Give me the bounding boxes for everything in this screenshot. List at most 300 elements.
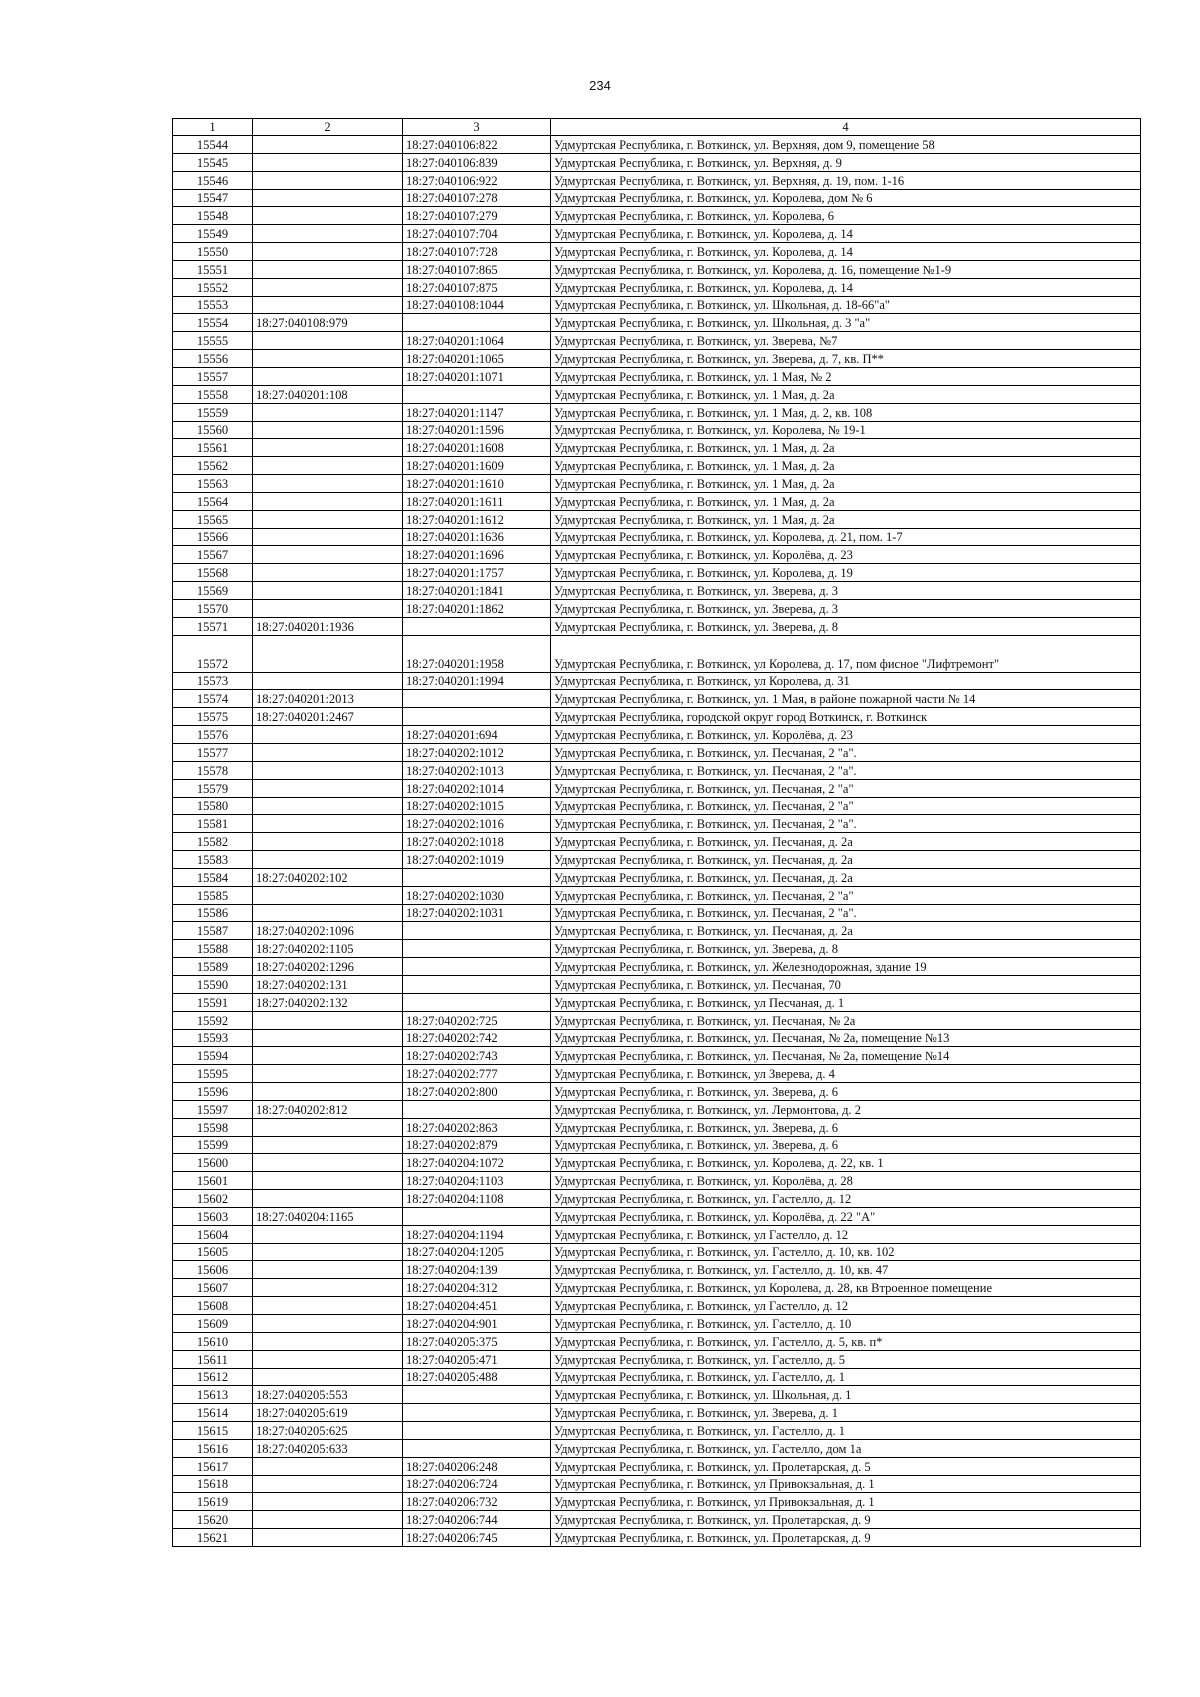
address: Удмуртская Республика, г. Воткинск, ул. Королева, 6	[551, 207, 1141, 225]
table-row	[173, 672, 1141, 690]
table-row	[173, 1386, 1141, 1404]
table-row	[173, 868, 1141, 886]
row-number: 15563	[173, 475, 253, 493]
row-number: 15570	[173, 599, 253, 617]
address: Удмуртская Республика, г. Воткинск, ул. Верхняя, дом 9, помещение 58	[551, 136, 1141, 154]
building-cadastral-number: 18:27:040201:1608	[403, 439, 551, 457]
land-cadastral-number	[253, 1350, 403, 1368]
table-header	[173, 119, 1141, 136]
building-cadastral-number	[403, 1207, 551, 1225]
row-number: 15587	[173, 922, 253, 940]
land-cadastral-number	[253, 1065, 403, 1083]
land-cadastral-number	[253, 1493, 403, 1511]
land-cadastral-number: 18:27:040108:979	[253, 314, 403, 332]
land-cadastral-number: 18:27:040202:1296	[253, 958, 403, 976]
table-row	[173, 403, 1141, 421]
building-cadastral-number: 18:27:040202:742	[403, 1029, 551, 1047]
land-cadastral-number	[253, 1172, 403, 1190]
row-number: 15562	[173, 457, 253, 475]
table-row	[173, 332, 1141, 350]
land-cadastral-number	[253, 171, 403, 189]
row-number: 15549	[173, 225, 253, 243]
table-row	[173, 296, 1141, 314]
table-row	[173, 1332, 1141, 1350]
row-number: 15582	[173, 833, 253, 851]
land-cadastral-number	[253, 851, 403, 869]
address: Удмуртская Республика, г. Воткинск, ул. Песчаная, 70	[551, 975, 1141, 993]
table-body	[173, 136, 1141, 1547]
address: Удмуртская Республика, г. Воткинск, ул. Песчаная, 2 "а"	[551, 797, 1141, 815]
building-cadastral-number: 18:27:040202:1030	[403, 886, 551, 904]
table-row	[173, 726, 1141, 744]
building-cadastral-number: 18:27:040206:724	[403, 1475, 551, 1493]
table-row	[173, 1190, 1141, 1208]
table-row	[173, 815, 1141, 833]
row-number: 15607	[173, 1279, 253, 1297]
address: Удмуртская Республика, г. Воткинск, ул. Песчаная, д. 2а	[551, 851, 1141, 869]
land-cadastral-number: 18:27:040202:131	[253, 975, 403, 993]
table-row	[173, 153, 1141, 171]
header-row	[173, 119, 1141, 136]
row-number: 15558	[173, 385, 253, 403]
building-cadastral-number: 18:27:040201:1696	[403, 546, 551, 564]
table-row	[173, 492, 1141, 510]
row-number: 15567	[173, 546, 253, 564]
row-number: 15579	[173, 779, 253, 797]
row-number: 15576	[173, 726, 253, 744]
row-number: 15575	[173, 708, 253, 726]
row-number: 15551	[173, 260, 253, 278]
row-number: 15598	[173, 1118, 253, 1136]
table-row	[173, 1297, 1141, 1315]
building-cadastral-number: 18:27:040202:777	[403, 1065, 551, 1083]
row-number: 15572	[173, 635, 253, 672]
row-number: 15555	[173, 332, 253, 350]
table-row	[173, 708, 1141, 726]
row-number: 15568	[173, 564, 253, 582]
building-cadastral-number	[403, 708, 551, 726]
address: Удмуртская Республика, г. Воткинск, ул. Песчаная, д. 2а	[551, 922, 1141, 940]
land-cadastral-number	[253, 599, 403, 617]
address: Удмуртская Республика, г. Воткинск, ул. Школьная, д. 1	[551, 1386, 1141, 1404]
land-cadastral-number	[253, 815, 403, 833]
row-number: 15552	[173, 278, 253, 296]
building-cadastral-number	[403, 1386, 551, 1404]
land-cadastral-number	[253, 350, 403, 368]
address: Удмуртская Республика, г. Воткинск, ул. Королева, д. 19	[551, 564, 1141, 582]
table-row	[173, 1029, 1141, 1047]
table-row	[173, 1118, 1141, 1136]
table-row	[173, 851, 1141, 869]
header-col-4: 4	[551, 119, 1141, 136]
land-cadastral-number: 18:27:040202:102	[253, 868, 403, 886]
building-cadastral-number: 18:27:040202:1015	[403, 797, 551, 815]
land-cadastral-number	[253, 457, 403, 475]
building-cadastral-number: 18:27:040201:1609	[403, 457, 551, 475]
land-cadastral-number	[253, 1457, 403, 1475]
building-cadastral-number: 18:27:040202:1014	[403, 779, 551, 797]
table-row	[173, 475, 1141, 493]
building-cadastral-number: 18:27:040202:725	[403, 1011, 551, 1029]
address: Удмуртская Республика, г. Воткинск, ул. 1 Мая, д. 2а	[551, 457, 1141, 475]
row-number: 15610	[173, 1332, 253, 1350]
table-row	[173, 761, 1141, 779]
land-cadastral-number	[253, 904, 403, 922]
building-cadastral-number: 18:27:040204:901	[403, 1315, 551, 1333]
land-cadastral-number	[253, 296, 403, 314]
table-row	[173, 582, 1141, 600]
row-number: 15580	[173, 797, 253, 815]
land-cadastral-number	[253, 1154, 403, 1172]
header-col-3: 3	[403, 119, 551, 136]
table-row	[173, 940, 1141, 958]
row-number: 15585	[173, 886, 253, 904]
address: Удмуртская Республика, г. Воткинск, ул. Зверева, д. 8	[551, 940, 1141, 958]
building-cadastral-number: 18:27:040202:1013	[403, 761, 551, 779]
land-cadastral-number: 18:27:040204:1165	[253, 1207, 403, 1225]
building-cadastral-number: 18:27:040206:745	[403, 1529, 551, 1547]
land-cadastral-number	[253, 528, 403, 546]
building-cadastral-number: 18:27:040201:1612	[403, 510, 551, 528]
table-row	[173, 1154, 1141, 1172]
row-number: 15597	[173, 1100, 253, 1118]
land-cadastral-number: 18:27:040202:812	[253, 1100, 403, 1118]
address: Удмуртская Республика, г. Воткинск, ул Гастелло, д. 12	[551, 1225, 1141, 1243]
address: Удмуртская Республика, г. Воткинск, ул. Гастелло, д. 10	[551, 1315, 1141, 1333]
land-cadastral-number	[253, 207, 403, 225]
building-cadastral-number: 18:27:040201:694	[403, 726, 551, 744]
row-number: 15577	[173, 744, 253, 762]
address: Удмуртская Республика, г. Воткинск, ул. 1 Мая, д. 2а	[551, 439, 1141, 457]
address: Удмуртская Республика, г. Воткинск, ул. Королева, д. 16, помещение №1-9	[551, 260, 1141, 278]
address: Удмуртская Республика, г. Воткинск, ул. Школьная, д. 3 "а"	[551, 314, 1141, 332]
table-row	[173, 243, 1141, 261]
address: Удмуртская Республика, г. Воткинск, ул. Королёва, д. 23	[551, 546, 1141, 564]
row-number: 15615	[173, 1422, 253, 1440]
building-cadastral-number: 18:27:040202:743	[403, 1047, 551, 1065]
land-cadastral-number	[253, 136, 403, 154]
building-cadastral-number	[403, 1404, 551, 1422]
land-cadastral-number: 18:27:040201:2467	[253, 708, 403, 726]
address: Удмуртская Республика, г. Воткинск, ул. Песчаная, д. 2а	[551, 833, 1141, 851]
land-cadastral-number	[253, 1047, 403, 1065]
land-cadastral-number	[253, 1243, 403, 1261]
row-number: 15596	[173, 1083, 253, 1101]
table-row	[173, 1493, 1141, 1511]
address: Удмуртская Республика, г. Воткинск, ул. Верхняя, д. 9	[551, 153, 1141, 171]
land-cadastral-number	[253, 439, 403, 457]
table-row	[173, 385, 1141, 403]
building-cadastral-number	[403, 1100, 551, 1118]
table-row	[173, 1261, 1141, 1279]
row-number: 15605	[173, 1243, 253, 1261]
address: Удмуртская Республика, г. Воткинск, ул. Королева, д. 14	[551, 278, 1141, 296]
building-cadastral-number	[403, 690, 551, 708]
land-cadastral-number	[253, 1475, 403, 1493]
address: Удмуртская Республика, г. Воткинск, ул. Гастелло, д. 10, кв. 102	[551, 1243, 1141, 1261]
table-row	[173, 260, 1141, 278]
row-number: 15589	[173, 958, 253, 976]
address: Удмуртская Республика, г. Воткинск, ул. Зверева, д. 6	[551, 1118, 1141, 1136]
building-cadastral-number	[403, 922, 551, 940]
table-row	[173, 314, 1141, 332]
land-cadastral-number	[253, 1225, 403, 1243]
table-row	[173, 1207, 1141, 1225]
building-cadastral-number: 18:27:040204:312	[403, 1279, 551, 1297]
address: Удмуртская Республика, г. Воткинск, ул. Железнодорожная, здание 19	[551, 958, 1141, 976]
land-cadastral-number	[253, 475, 403, 493]
table-row	[173, 189, 1141, 207]
address: Удмуртская Республика, г. Воткинск, ул. Гастелло, дом 1а	[551, 1439, 1141, 1457]
building-cadastral-number: 18:27:040201:1841	[403, 582, 551, 600]
address: Удмуртская Республика, г. Воткинск, ул. Песчаная, 2 "а".	[551, 815, 1141, 833]
table-row	[173, 993, 1141, 1011]
table-row	[173, 1279, 1141, 1297]
address: Удмуртская Республика, г. Воткинск, ул. 1 Мая, в районе пожарной части № 14	[551, 690, 1141, 708]
land-cadastral-number	[253, 582, 403, 600]
building-cadastral-number: 18:27:040107:278	[403, 189, 551, 207]
address: Удмуртская Республика, г. Воткинск, ул. Гастелло, д. 5, кв. п*	[551, 1332, 1141, 1350]
address: Удмуртская Республика, г. Воткинск, ул. Зверева, д. 1	[551, 1404, 1141, 1422]
land-cadastral-number	[253, 1011, 403, 1029]
address: Удмуртская Республика, г. Воткинск, ул. Гастелло, д. 5	[551, 1350, 1141, 1368]
building-cadastral-number: 18:27:040107:279	[403, 207, 551, 225]
building-cadastral-number: 18:27:040202:1019	[403, 851, 551, 869]
row-number: 15606	[173, 1261, 253, 1279]
building-cadastral-number: 18:27:040204:1108	[403, 1190, 551, 1208]
row-number: 15609	[173, 1315, 253, 1333]
row-number: 15574	[173, 690, 253, 708]
address: Удмуртская Республика, г. Воткинск, ул. 1 Мая, д. 2а	[551, 492, 1141, 510]
table-row	[173, 1529, 1141, 1547]
table-row	[173, 136, 1141, 154]
address: Удмуртская Республика, г. Воткинск, ул. Королёва, д. 22 "А"	[551, 1207, 1141, 1225]
building-cadastral-number: 18:27:040202:1018	[403, 833, 551, 851]
table-row	[173, 510, 1141, 528]
land-cadastral-number	[253, 726, 403, 744]
table-row	[173, 1475, 1141, 1493]
row-number: 15591	[173, 993, 253, 1011]
land-cadastral-number	[253, 779, 403, 797]
building-cadastral-number	[403, 868, 551, 886]
table-row	[173, 635, 1141, 672]
header-col-2: 2	[253, 119, 403, 136]
building-cadastral-number: 18:27:040107:865	[403, 260, 551, 278]
table-row	[173, 1172, 1141, 1190]
building-cadastral-number	[403, 1439, 551, 1457]
table-row	[173, 1225, 1141, 1243]
land-cadastral-number	[253, 243, 403, 261]
address: Удмуртская Республика, г. Воткинск, ул. Зверева, д. 3	[551, 599, 1141, 617]
address: Удмуртская Республика, г. Воткинск, ул Песчаная, д. 1	[551, 993, 1141, 1011]
row-number: 15561	[173, 439, 253, 457]
table-row	[173, 833, 1141, 851]
row-number: 15590	[173, 975, 253, 993]
table-row	[173, 779, 1141, 797]
building-cadastral-number: 18:27:040201:1636	[403, 528, 551, 546]
building-cadastral-number: 18:27:040201:1147	[403, 403, 551, 421]
table-row	[173, 886, 1141, 904]
building-cadastral-number: 18:27:040201:1065	[403, 350, 551, 368]
table-row	[173, 1511, 1141, 1529]
building-cadastral-number: 18:27:040201:1757	[403, 564, 551, 582]
row-number: 15617	[173, 1457, 253, 1475]
address: Удмуртская Республика, г. Воткинск, ул. Песчаная, № 2а, помещение №13	[551, 1029, 1141, 1047]
land-cadastral-number	[253, 1279, 403, 1297]
table-row	[173, 975, 1141, 993]
address: Удмуртская Республика, г. Воткинск, ул. Королева, д. 21, пом. 1-7	[551, 528, 1141, 546]
table-row	[173, 1439, 1141, 1457]
building-cadastral-number	[403, 1422, 551, 1440]
address: Удмуртская Республика, г. Воткинск, ул Гастелло, д. 12	[551, 1297, 1141, 1315]
building-cadastral-number: 18:27:040204:1194	[403, 1225, 551, 1243]
row-number: 15604	[173, 1225, 253, 1243]
building-cadastral-number	[403, 385, 551, 403]
row-number: 15588	[173, 940, 253, 958]
row-number: 15619	[173, 1493, 253, 1511]
table-row	[173, 1404, 1141, 1422]
address: Удмуртская Республика, г. Воткинск, ул. Песчаная, 2 "а".	[551, 761, 1141, 779]
row-number: 15621	[173, 1529, 253, 1547]
building-cadastral-number: 18:27:040205:488	[403, 1368, 551, 1386]
building-cadastral-number	[403, 940, 551, 958]
table-row	[173, 599, 1141, 617]
building-cadastral-number: 18:27:040205:471	[403, 1350, 551, 1368]
address: Удмуртская Республика, г. Воткинск, ул. Королева, д. 22, кв. 1	[551, 1154, 1141, 1172]
row-number: 15546	[173, 171, 253, 189]
building-cadastral-number: 18:27:040204:1205	[403, 1243, 551, 1261]
building-cadastral-number	[403, 617, 551, 635]
row-number: 15569	[173, 582, 253, 600]
row-number: 15550	[173, 243, 253, 261]
address: Удмуртская Республика, г. Воткинск, ул Королева, д. 17, пом фисное "Лифтремонт"	[551, 635, 1141, 672]
land-cadastral-number: 18:27:040205:625	[253, 1422, 403, 1440]
table-row	[173, 690, 1141, 708]
land-cadastral-number	[253, 1529, 403, 1547]
building-cadastral-number: 18:27:040108:1044	[403, 296, 551, 314]
land-cadastral-number	[253, 546, 403, 564]
address: Удмуртская Республика, г. Воткинск, ул. Песчаная, 2 "а"	[551, 886, 1141, 904]
row-number: 15560	[173, 421, 253, 439]
table-row	[173, 207, 1141, 225]
row-number: 15613	[173, 1386, 253, 1404]
row-number: 15600	[173, 1154, 253, 1172]
row-number: 15554	[173, 314, 253, 332]
building-cadastral-number: 18:27:040204:139	[403, 1261, 551, 1279]
address: Удмуртская Республика, г. Воткинск, ул. Зверева, д. 6	[551, 1136, 1141, 1154]
land-cadastral-number	[253, 153, 403, 171]
row-number: 15614	[173, 1404, 253, 1422]
land-cadastral-number	[253, 1261, 403, 1279]
registry-table	[172, 118, 1141, 1547]
address: Удмуртская Республика, г. Воткинск, ул. Песчаная, д. 2а	[551, 868, 1141, 886]
building-cadastral-number: 18:27:040107:728	[403, 243, 551, 261]
building-cadastral-number: 18:27:040107:875	[403, 278, 551, 296]
building-cadastral-number: 18:27:040201:1958	[403, 635, 551, 672]
row-number: 15603	[173, 1207, 253, 1225]
building-cadastral-number: 18:27:040202:863	[403, 1118, 551, 1136]
building-cadastral-number	[403, 314, 551, 332]
row-number: 15602	[173, 1190, 253, 1208]
header-col-1: 1	[173, 119, 253, 136]
building-cadastral-number: 18:27:040201:1610	[403, 475, 551, 493]
building-cadastral-number	[403, 958, 551, 976]
land-cadastral-number	[253, 332, 403, 350]
land-cadastral-number	[253, 797, 403, 815]
row-number: 15544	[173, 136, 253, 154]
address: Удмуртская Республика, г. Воткинск, ул. Пролетарская, д. 5	[551, 1457, 1141, 1475]
land-cadastral-number	[253, 1297, 403, 1315]
table-row	[173, 1047, 1141, 1065]
address: Удмуртская Республика, г. Воткинск, ул. Зверева, д. 8	[551, 617, 1141, 635]
table-row	[173, 1368, 1141, 1386]
table-row	[173, 1350, 1141, 1368]
building-cadastral-number: 18:27:040107:704	[403, 225, 551, 243]
land-cadastral-number: 18:27:040202:132	[253, 993, 403, 1011]
land-cadastral-number: 18:27:040201:1936	[253, 617, 403, 635]
row-number: 15565	[173, 510, 253, 528]
address: Удмуртская Республика, г. Воткинск, ул. Школьная, д. 18-66"а"	[551, 296, 1141, 314]
row-number: 15564	[173, 492, 253, 510]
row-number: 15556	[173, 350, 253, 368]
address: Удмуртская Республика, г. Воткинск, ул. Песчаная, 2 "а".	[551, 904, 1141, 922]
land-cadastral-number	[253, 886, 403, 904]
address: Удмуртская Республика, г. Воткинск, ул. Лермонтова, д. 2	[551, 1100, 1141, 1118]
row-number: 15559	[173, 403, 253, 421]
address: Удмуртская Республика, г. Воткинск, ул Королева, д. 28, кв Втроенное помещение	[551, 1279, 1141, 1297]
land-cadastral-number	[253, 260, 403, 278]
table-row	[173, 225, 1141, 243]
row-number: 15608	[173, 1297, 253, 1315]
land-cadastral-number: 18:27:040202:1096	[253, 922, 403, 940]
building-cadastral-number: 18:27:040201:1994	[403, 672, 551, 690]
building-cadastral-number: 18:27:040202:1016	[403, 815, 551, 833]
address: Удмуртская Республика, г. Воткинск, ул. Гастелло, д. 1	[551, 1422, 1141, 1440]
building-cadastral-number: 18:27:040206:732	[403, 1493, 551, 1511]
land-cadastral-number: 18:27:040202:1105	[253, 940, 403, 958]
row-number: 15583	[173, 851, 253, 869]
address: Удмуртская Республика, г. Воткинск, ул. Королева, д. 14	[551, 243, 1141, 261]
row-number: 15566	[173, 528, 253, 546]
address: Удмуртская Республика, г. Воткинск, ул. Пролетарская, д. 9	[551, 1529, 1141, 1547]
building-cadastral-number	[403, 993, 551, 1011]
table-row	[173, 1100, 1141, 1118]
table-row	[173, 617, 1141, 635]
land-cadastral-number	[253, 510, 403, 528]
table-row	[173, 1011, 1141, 1029]
building-cadastral-number: 18:27:040201:1611	[403, 492, 551, 510]
address: Удмуртская Республика, г. Воткинск, ул. Зверева, д. 7, кв. П**	[551, 350, 1141, 368]
address: Удмуртская Республика, г. Воткинск, ул. 1 Мая, д. 2а	[551, 510, 1141, 528]
address: Удмуртская Республика, городской округ город Воткинск, г. Воткинск	[551, 708, 1141, 726]
land-cadastral-number	[253, 1332, 403, 1350]
table-row	[173, 904, 1141, 922]
table-row	[173, 1422, 1141, 1440]
address: Удмуртская Республика, г. Воткинск, ул. 1 Мая, д. 2а	[551, 385, 1141, 403]
land-cadastral-number	[253, 564, 403, 582]
land-cadastral-number	[253, 672, 403, 690]
table-row	[173, 958, 1141, 976]
address: Удмуртская Республика, г. Воткинск, ул Королева, д. 31	[551, 672, 1141, 690]
building-cadastral-number: 18:27:040202:1012	[403, 744, 551, 762]
table-row	[173, 350, 1141, 368]
table-row	[173, 1083, 1141, 1101]
table-row	[173, 546, 1141, 564]
row-number: 15581	[173, 815, 253, 833]
page-number: 234	[589, 78, 611, 93]
row-number: 15599	[173, 1136, 253, 1154]
address: Удмуртская Республика, г. Воткинск, ул. Зверева, №7	[551, 332, 1141, 350]
